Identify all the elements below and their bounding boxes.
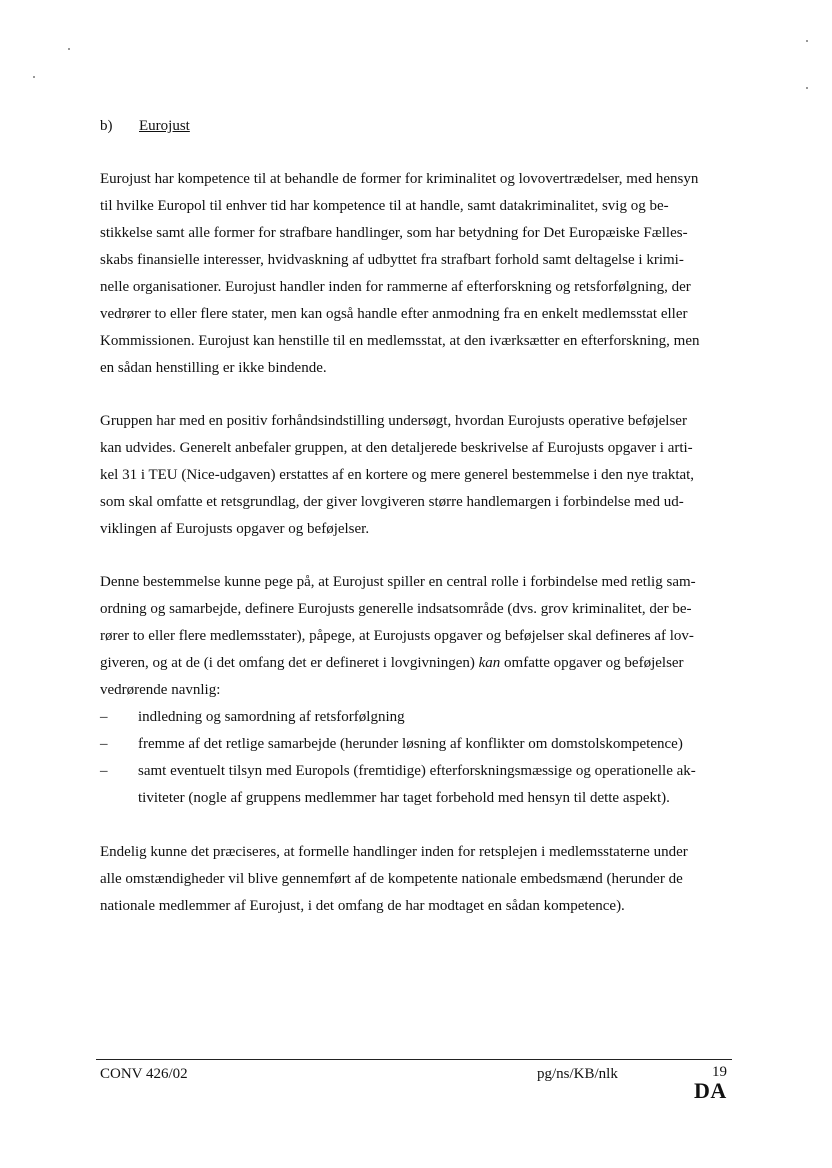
bullet-item [100, 704, 732, 731]
paragraph-2 [100, 408, 732, 543]
paragraph-line: vedrører to eller flere stater, men kan også handle efter anmodning fra en enkelt medlemsstat eller [100, 306, 688, 322]
paragraph-line: nationale medlemmer af Eurojust, i det omfang de har modtaget en sådan kompetence). [100, 898, 625, 914]
paragraph-line: Denne bestemmelse kunne pege på, at Eurojust spiller en central rolle i forbindelse med retlig sam- [100, 574, 696, 590]
section-title: Eurojust [139, 118, 190, 134]
paragraph-line: Eurojust har kompetence til at behandle de former for kriminalitet og lovovertrædelser, med hensyn [100, 171, 699, 187]
paragraph-line: til hvilke Europol til enhver tid har kompetence til at handle, samt datakriminalitet, svig og be- [100, 198, 669, 214]
paragraph-line: vedrørende navnlig: [100, 682, 221, 698]
scan-speck [33, 76, 35, 78]
paragraph-line: Kommissionen. Eurojust kan henstille til en medlemsstat, at den iværksætter en efterforskning, men [100, 333, 700, 349]
paragraph-4 [100, 839, 732, 920]
bullet-text: samt eventuelt tilsyn med Europols (fremtidige) efterforskningsmæssige og operationelle ak- [138, 763, 696, 779]
bullet-text: tiviteter (nogle af gruppens medlemmer har taget forbehold med hensyn til dette aspekt). [138, 790, 670, 806]
footer-doc-ref: CONV 426/02 [100, 1066, 188, 1082]
paragraph-line: skabs finansielle interesser, hvidvaskning af udbyttet fra strafbart forhold samt deltagelse i krimi- [100, 252, 684, 268]
scan-speck [68, 48, 70, 50]
bullet-list [100, 704, 732, 812]
bullet-item [100, 731, 732, 758]
paragraph-line: rører to eller flere medlemsstater), påpege, at Eurojusts opgaver og beføjelser skal defineres af lov- [100, 628, 694, 644]
footer-language-code: DA [694, 1078, 727, 1103]
paragraph-line: nelle organisationer. Eurojust handler inden for rammerne af efterforskning og retsforfølgning, der [100, 279, 691, 295]
paragraph-line: stikkelse samt alle former for strafbare handlinger, som har betydning for Det Europæiske Fælles- [100, 225, 688, 241]
bullet-dash: – [100, 709, 108, 725]
footer-initials: pg/ns/KB/nlk [537, 1066, 618, 1082]
bullet-dash: – [100, 736, 108, 752]
paragraph-line: alle omstændigheder vil blive gennemført af de kompetente nationale embedsmænd (herunder de [100, 871, 683, 887]
paragraph-line: Endelig kunne det præciseres, at formelle handlinger inden for retsplejen i medlemsstaterne under [100, 844, 688, 860]
scan-speck [806, 40, 808, 42]
scan-speck [806, 87, 808, 89]
footer-divider [96, 1059, 732, 1060]
bullet-dash: – [100, 763, 108, 779]
paragraph-line: som skal omfatte et retsgrundlag, der giver lovgiveren større handlemargen i forbindelse med ud- [100, 494, 684, 510]
section-number: b) [100, 118, 113, 134]
bullet-item [100, 758, 732, 812]
line-text: giveren, og at de (i det omfang det er defineret i lovgivningen) [100, 655, 479, 671]
section-heading [100, 116, 190, 136]
paragraph-line: ordning og samarbejde, definere Eurojusts generelle indsatsområde (dvs. grov kriminalitet, der be- [100, 601, 692, 617]
paragraph-line: en sådan henstilling er ikke bindende. [100, 360, 327, 376]
paragraph-1 [100, 166, 732, 382]
footer-page-number: 19 [712, 1064, 727, 1080]
bullet-text: indledning og samordning af retsforfølgning [138, 709, 405, 725]
paragraph-line: Gruppen har med en positiv forhåndsindstilling undersøgt, hvordan Eurojusts operative beføjelser [100, 413, 687, 429]
paragraph-line: viklingen af Eurojusts opgaver og beføjelser. [100, 521, 370, 537]
bullet-text: fremme af det retlige samarbejde (herunder løsning af konflikter om domstolskompetence) [138, 736, 683, 752]
paragraph-line: kan udvides. Generelt anbefaler gruppen, at den detaljerede beskrivelse af Eurojusts opgaver i arti- [100, 440, 693, 456]
paragraph-3 [100, 569, 732, 704]
line-text: omfatte opgaver og beføjelser [500, 655, 684, 671]
paragraph-line [100, 650, 732, 677]
emphasis-kan: kan [478, 655, 501, 671]
paragraph-line: kel 31 i TEU (Nice-udgaven) erstattes af en kortere og mere generel bestemmelse i den nye traktat, [100, 467, 695, 483]
